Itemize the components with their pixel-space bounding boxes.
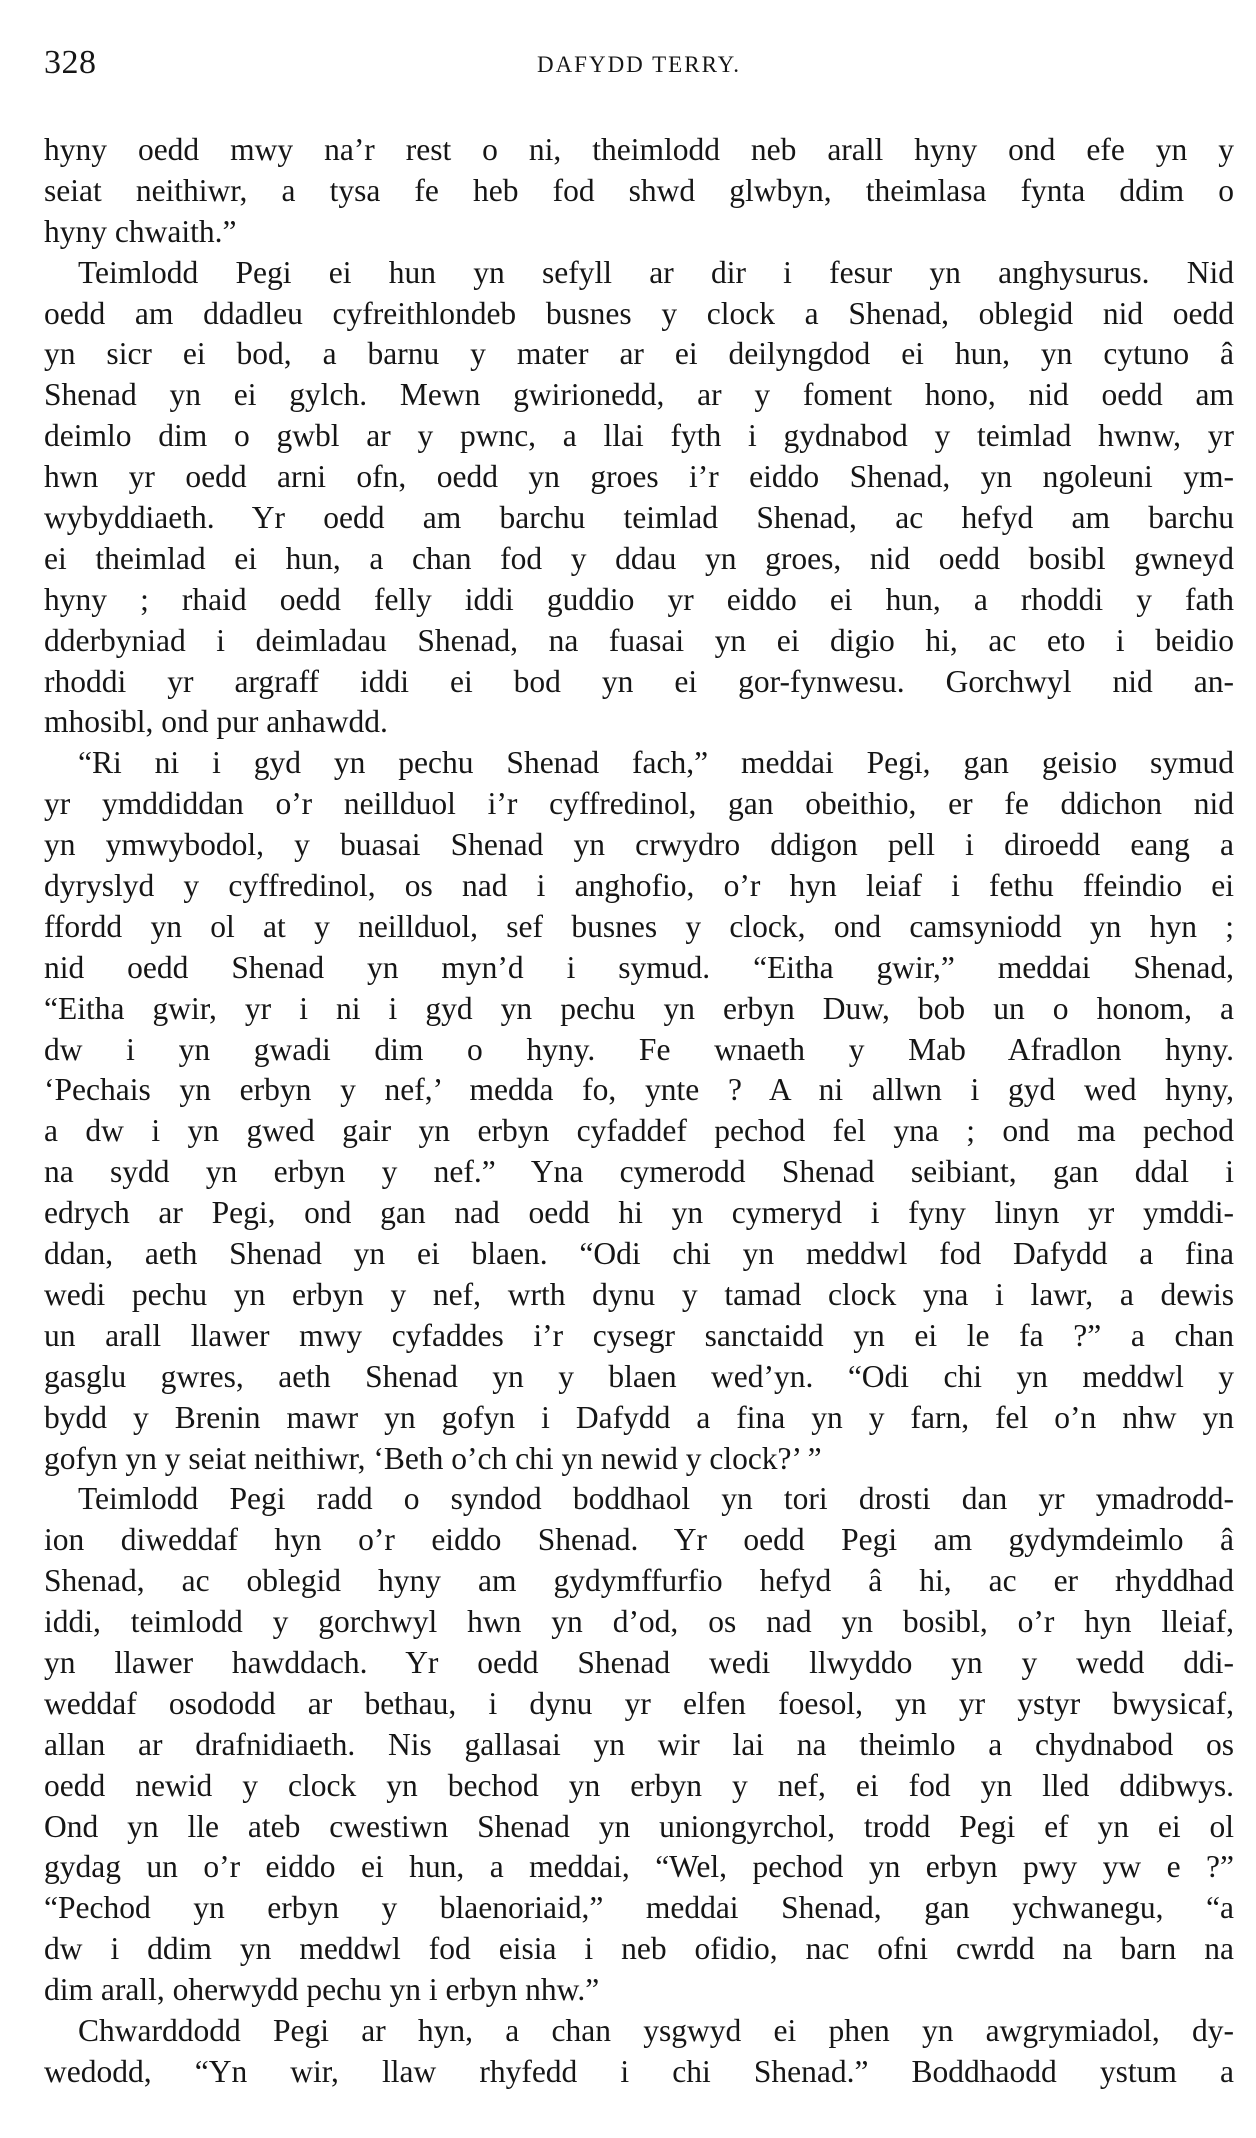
text-line: ffordd yn ol at y neillduol, sef busnes y clock, ond camsyniodd yn hyn ; bbox=[44, 908, 1234, 944]
text-line: ddan, aeth Shenad yn ei blaen. “Odi chi yn meddwl fod Dafydd a fina bbox=[44, 1236, 1234, 1272]
text-line: “Pechod yn erbyn y blaenoriaid,” meddai Shenad, gan ychwanegu, “a bbox=[44, 1890, 1234, 1926]
text-line: Teimlodd Pegi ei hun yn sefyll ar dir i fesur yn anghysurus. Nid bbox=[78, 254, 1234, 290]
text-line: “Ri ni i gyd yn pechu Shenad fach,” meddai Pegi, gan geisio symud bbox=[78, 745, 1234, 781]
text-line: Teimlodd Pegi radd o syndod boddhaol yn tori drosti dan yr ymadrodd- bbox=[78, 1481, 1234, 1517]
running-head bbox=[44, 44, 1234, 102]
text-line: na sydd yn erbyn y nef.” Yna cymerodd Shenad seibiant, gan ddal i bbox=[44, 1154, 1234, 1190]
text-line: dw i yn gwadi dim o hyny. Fe wnaeth y Mab Afradlon hyny. bbox=[44, 1031, 1234, 1067]
text-line: ion diweddaf hyn o’r eiddo Shenad. Yr oedd Pegi am gydymdeimlo â bbox=[44, 1522, 1234, 1558]
text-line: yn llawer hawddach. Yr oedd Shenad wedi llwyddo yn y wedd ddi- bbox=[44, 1644, 1234, 1680]
page-number: 328 bbox=[44, 44, 97, 81]
text-line: nid oedd Shenad yn myn’d i symud. “Eitha gwir,” meddai Shenad, bbox=[44, 949, 1234, 985]
text-line: bydd y Brenin mawr yn gofyn i Dafydd a fina yn y farn, fel o’n nhw yn bbox=[44, 1399, 1234, 1435]
text-line: un arall llawer mwy cyfaddes i’r cysegr sanctaidd yn ei le fa ?” a chan bbox=[44, 1317, 1234, 1353]
text-line: ‘Pechais yn erbyn y nef,’ medda fo, ynte ? A ni allwn i gyd wed hyny, bbox=[44, 1072, 1234, 1108]
text-line: edrych ar Pegi, ond gan nad oedd hi yn cymeryd i fyny linyn yr ymddi- bbox=[44, 1195, 1234, 1231]
text-line: dw i ddim yn meddwl fod eisia i neb ofidio, nac ofni cwrdd na barn na bbox=[44, 1931, 1234, 1967]
text-line: hyny ; rhaid oedd felly iddi guddio yr eiddo ei hun, a rhoddi y fath bbox=[44, 581, 1234, 617]
text-line: dyryslyd y cyffredinol, os nad i anghofio, o’r hyn leiaf i fethu ffeindio ei bbox=[44, 868, 1234, 904]
text-line: Shenad yn ei gylch. Mewn gwirionedd, ar y foment hono, nid oedd am bbox=[44, 377, 1234, 413]
text-line: gasglu gwres, aeth Shenad yn y blaen wed’yn. “Odi chi yn meddwl y bbox=[44, 1358, 1234, 1394]
text-line: mhosibl, ond pur anhawdd. bbox=[44, 704, 388, 740]
text-line: yn sicr ei bod, a barnu y mater ar ei deilyngdod ei hun, yn cytuno â bbox=[44, 336, 1234, 372]
text-line: hyny chwaith.” bbox=[44, 213, 237, 249]
text-line: weddaf osododd ar bethau, i dynu yr elfen foesol, yn yr ystyr bwysicaf, bbox=[44, 1685, 1234, 1721]
text-line: wybyddiaeth. Yr oedd am barchu teimlad Shenad, ac hefyd am barchu bbox=[44, 500, 1234, 536]
book-page bbox=[44, 44, 1234, 2124]
text-line: oedd newid y clock yn bechod yn erbyn y nef, ei fod yn lled ddibwys. bbox=[44, 1767, 1234, 1803]
text-line: gydag un o’r eiddo ei hun, a meddai, “Wel, pechod yn erbyn pwy yw e ?” bbox=[44, 1849, 1234, 1885]
text-line: “Eitha gwir, yr i ni i gyd yn pechu yn erbyn Duw, bob un o honom, a bbox=[44, 990, 1234, 1026]
text-line: yn ymwybodol, y buasai Shenad yn crwydro ddigon pell i diroedd eang a bbox=[44, 827, 1234, 863]
text-line: hyny oedd mwy na’r rest o ni, theimlodd neb arall hyny ond efe yn y bbox=[44, 132, 1234, 167]
text-line: Shenad, ac oblegid hyny am gydymffurfio hefyd â hi, ac er rhyddhad bbox=[44, 1563, 1234, 1599]
text-line: hwn yr oedd arni ofn, oedd yn groes i’r eiddo Shenad, yn ngoleuni ym- bbox=[44, 459, 1234, 495]
text-line: Chwarddodd Pegi ar hyn, a chan ysgwyd ei phen yn awgrymiadol, dy- bbox=[78, 2012, 1234, 2048]
text-line: allan ar drafnidiaeth. Nis gallasai yn wir lai na theimlo a chydnabod os bbox=[44, 1726, 1234, 1762]
text-line: ei theimlad ei hun, a chan fod y ddau yn groes, nid oedd bosibl gwneyd bbox=[44, 540, 1234, 576]
text-line: iddi, teimlodd y gorchwyl hwn yn d’od, os nad yn bosibl, o’r hyn lleiaf, bbox=[44, 1604, 1234, 1640]
running-title: DAFYDD TERRY. bbox=[536, 52, 742, 77]
text-line: wedi pechu yn erbyn y nef, wrth dynu y tamad clock yna i lawr, a dewis bbox=[44, 1276, 1234, 1312]
text-line: seiat neithiwr, a tysa fe heb fod shwd glwbyn, theimlasa fynta ddim o bbox=[44, 172, 1234, 208]
text-line: dderbyniad i deimladau Shenad, na fuasai yn ei digio hi, ac eto i beidio bbox=[44, 622, 1234, 658]
text-line: dim arall, oherwydd pechu yn i erbyn nhw.” bbox=[44, 1972, 600, 2008]
text-line: oedd am ddadleu cyfreithlondeb busnes y clock a Shenad, oblegid nid oedd bbox=[44, 295, 1234, 331]
body-text bbox=[44, 130, 1234, 2093]
text-line: Ond yn lle ateb cwestiwn Shenad yn uniongyrchol, trodd Pegi ef yn ei ol bbox=[44, 1808, 1234, 1844]
text-line: wedodd, “Yn wir, llaw rhyfedd i chi Shenad.” Boddhaodd ystum a bbox=[44, 2053, 1234, 2089]
text-line: a dw i yn gwed gair yn erbyn cyfaddef pechod fel yna ; ond ma pechod bbox=[44, 1113, 1234, 1149]
text-line: gofyn yn y seiat neithiwr, ‘Beth o’ch chi yn newid y clock?’ ” bbox=[44, 1440, 822, 1476]
text-line: deimlo dim o gwbl ar y pwnc, a llai fyth i gydnabod y teimlad hwnw, yr bbox=[44, 418, 1234, 454]
text-line: rhoddi yr argraff iddi ei bod yn ei gor-fynwesu. Gorchwyl nid an- bbox=[44, 663, 1234, 699]
text-line: yr ymddiddan o’r neillduol i’r cyffredinol, gan obeithio, er fe ddichon nid bbox=[44, 786, 1234, 822]
